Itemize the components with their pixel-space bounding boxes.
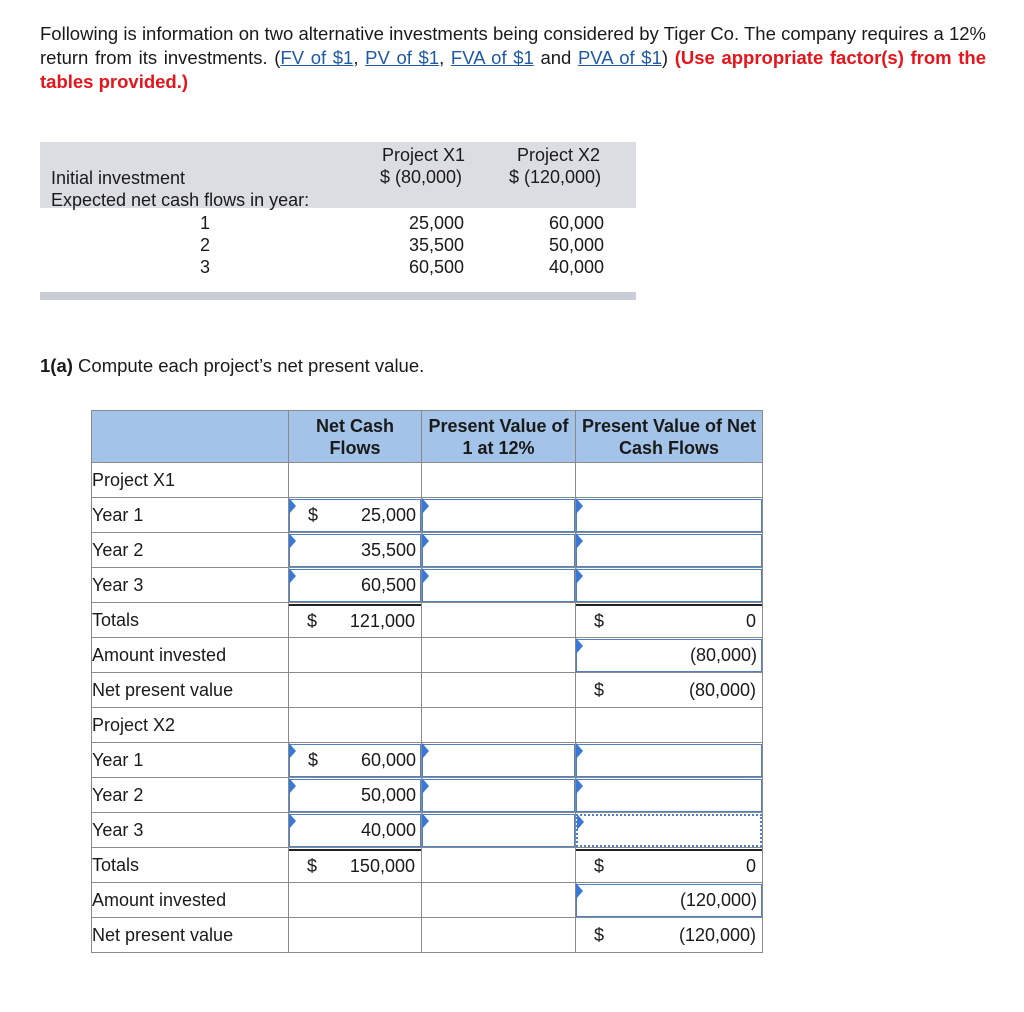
x1-year1-ncf-input[interactable]: $ 25,000 [289,499,421,532]
table-row [92,708,763,743]
fv-of-1-link[interactable]: FV of $1 [280,47,354,68]
header-net-cash-flows: Net Cash Flows [289,411,422,463]
x1-totals-ncf: $ 121,000 [289,604,421,637]
pv-of-1-link[interactable]: PV of $1 [365,47,440,68]
x1-flow-1: 25,000 [408,213,464,233]
table-row: Year 2 35,500 [92,533,763,568]
x1-flow-2: 35,500 [408,235,464,255]
x2-year3-factor-input[interactable] [422,814,575,847]
initial-x2: $ (120,000) [509,167,602,187]
x2-flow-2: 50,000 [548,235,604,255]
given-header-x1: Project X1 [382,145,466,165]
x2-flow-3: 40,000 [548,257,604,277]
x2-flow-1: 60,000 [548,213,604,233]
x2-totals-pv: $ 0 [576,849,762,882]
project-x2-title: Project X2 [92,708,289,743]
header-pv-factor: Present Value of 1 at 12% [422,411,576,463]
x2-year2-pv-input[interactable] [576,779,762,812]
x1-year3-pv-input[interactable] [576,569,762,602]
x2-year3-ncf-input[interactable]: 40,000 [289,814,421,847]
x1-year2-ncf-input[interactable]: 35,500 [289,534,421,567]
x1-year1-pv-input[interactable] [576,499,762,532]
x2-year2-factor-input[interactable] [422,779,575,812]
flows-label: Expected net cash flows in year: [51,190,310,210]
x2-year1-ncf-input[interactable]: $ 60,000 [289,744,421,777]
table-row: Year 2 50,000 [92,778,763,813]
x2-year2-ncf-input[interactable]: 50,000 [289,779,421,812]
header-pv-net-cash-flows: Present Value of Net Cash Flows [576,411,763,463]
table-row: Amount invested (120,000) [92,883,763,918]
problem-intro: Following is information on two alternative investments being considered by Tiger Co. The company requires a 12% return from its investments. (FV of $1, PV of $1, FVA of $1 and PVA of $1) (Use appropriate factor(s) from the tables provided.) [40,23,987,92]
x1-flow-3: 60,500 [408,257,464,277]
x2-year1-pv-input[interactable] [576,744,762,777]
x1-year2-pv-input[interactable] [576,534,762,567]
table-row: Year 3 40,000 [92,813,763,848]
table-row: Amount invested (80,000) [92,638,763,673]
table-row: Totals $ 121,000 $ 0 [92,603,763,638]
year-3: 3 [199,257,210,277]
x1-year3-ncf-input[interactable]: 60,500 [289,569,421,602]
x2-totals-ncf: $ 150,000 [289,849,421,882]
table-row: Net present value $ (120,000) [92,918,763,953]
table-row: Year 3 60,500 [92,568,763,603]
instruction-note: (Use appropriate factor(s) from the tables provided.) [40,47,987,92]
table-row: Year 1 $ 25,000 [92,498,763,533]
initial-investment-label: Initial investment [51,168,186,188]
pva-of-1-link[interactable]: PVA of $1 [577,47,662,68]
x2-year3-pv-input[interactable] [576,814,762,847]
x1-amount-invested-input[interactable]: (80,000) [576,639,762,672]
year-1: 1 [199,213,210,233]
x1-year1-factor-input[interactable] [422,499,575,532]
fva-of-1-link[interactable]: FVA of $1 [450,47,534,68]
npv-table [91,410,763,953]
x1-year2-factor-input[interactable] [422,534,575,567]
table-row: Year 1 $ 60,000 [92,743,763,778]
project-x1-title: Project X1 [92,463,289,498]
x2-year1-factor-input[interactable] [422,744,575,777]
table-row: Totals $ 150,000 $ 0 [92,848,763,883]
initial-x1: $ (80,000) [380,167,463,187]
year-2: 2 [199,235,210,255]
x1-totals-pv: $ 0 [576,604,762,637]
x2-npv: $ (120,000) [594,924,756,945]
x1-year3-factor-input[interactable] [422,569,575,602]
given-header-x2: Project X2 [517,145,601,165]
table-row [92,463,763,498]
table-row: Net present value $ (80,000) [92,673,763,708]
question-1a: 1(a) Compute each project’s net present value. [40,355,425,376]
x1-npv: $ (80,000) [594,679,756,700]
x2-amount-invested-input[interactable]: (120,000) [576,884,762,917]
